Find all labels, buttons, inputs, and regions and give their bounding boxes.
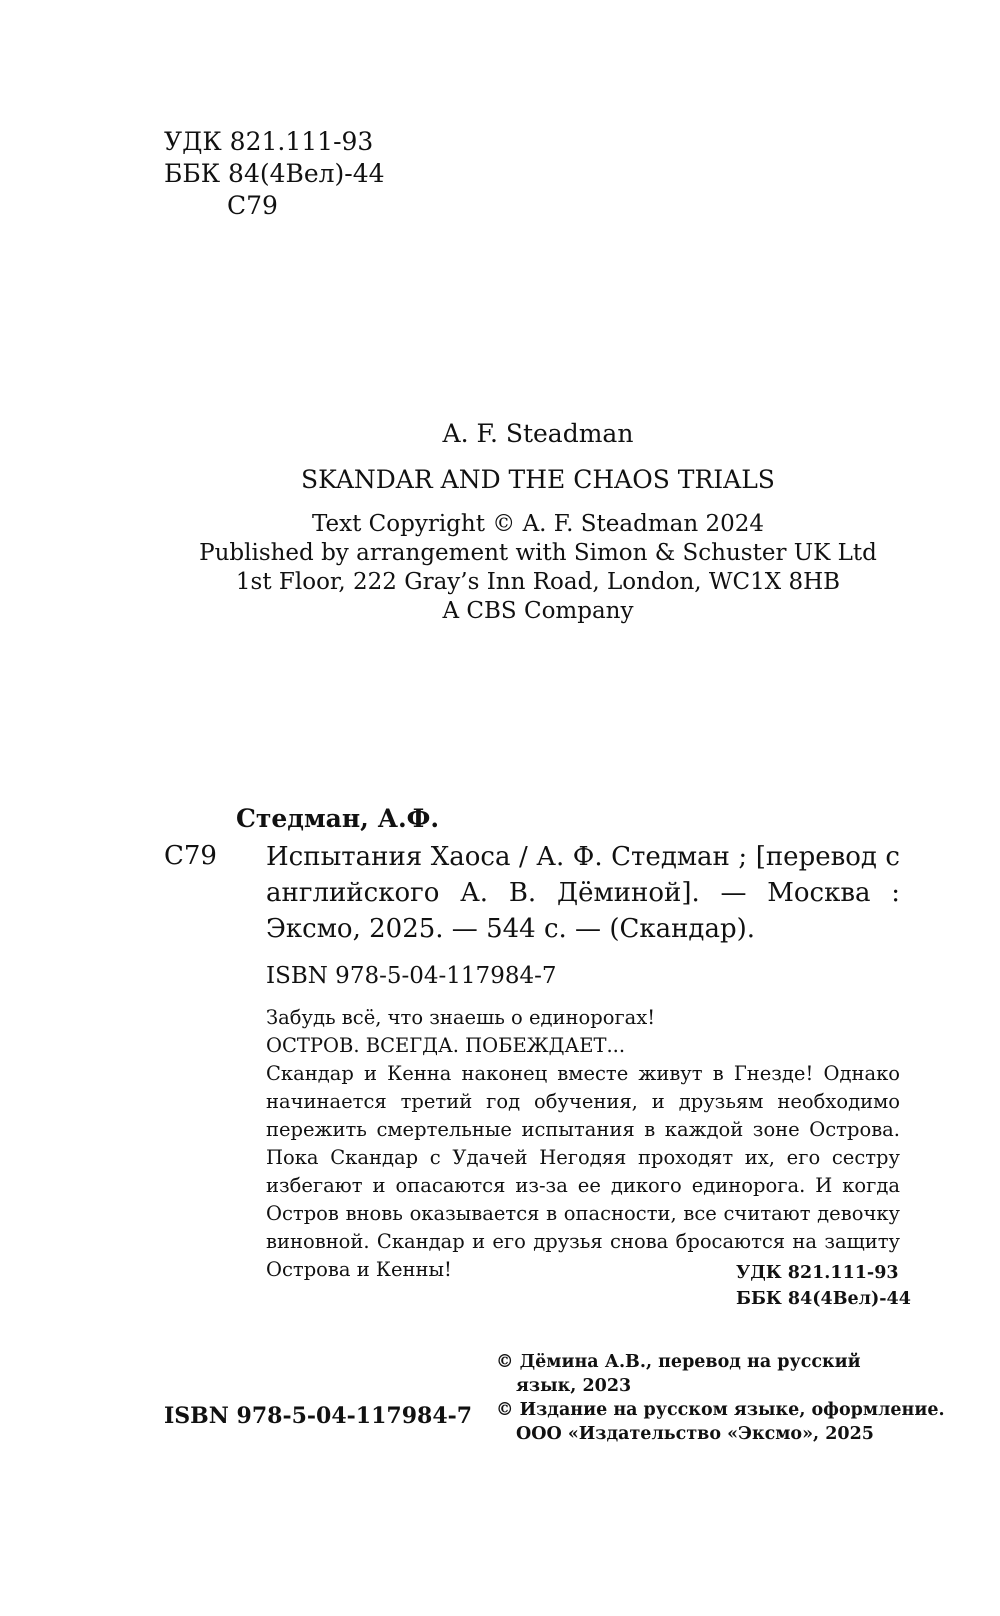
translation-copyright-cont: язык, 2023 [516, 1376, 632, 1396]
card-code: С79 [164, 841, 217, 871]
author-code: С79 [227, 191, 278, 220]
original-title: SKANDAR AND THE CHAOS TRIALS [301, 465, 775, 494]
catalog-card [236, 803, 900, 991]
annotation-text: Скандар и Кенна наконец вместе живут в Гнезде! Однако начинается третий год обучения, и друзьям необходимо пережить смертельные испытания в каждой зоне Острова. Пока Скандар с Удачей Негодяя проходят их, его сестру избегают и опасаются из-за ее дикого единорога. И когда Остров вновь оказывается в опасности, все считают девочку виновной. Скандар и его друзья снова бросаются на защиту Острова и Кенны! [266, 1062, 900, 1281]
edition-copyright-cont: ООО «Издательство «Эксмо», 2025 [516, 1424, 874, 1444]
bbk-code: ББК 84(4Вел)-44 [164, 159, 385, 188]
copyright-line: Text Copyright © A. F. Steadman 2024 [311, 511, 765, 537]
annotation [266, 1004, 900, 1284]
bottom-udk: УДК 821.111-93 [736, 1263, 899, 1283]
card-isbn: ISBN 978-5-04-117984-7 [266, 963, 557, 989]
udk-code: УДК 821.111-93 [164, 127, 374, 156]
isbn-bottom: ISBN 978-5-04-117984-7 [164, 1403, 473, 1429]
card-author-heading: Стедман, А.Ф. [236, 804, 440, 833]
original-edition-block [0, 418, 1000, 626]
bottom-bbk: ББК 84(4Вел)-44 [736, 1289, 911, 1309]
original-author: A. F. Steadman [442, 419, 634, 448]
company-line: A CBS Company [442, 598, 634, 624]
publisher-line: Published by arrangement with Simon & Schuster UK Ltd [199, 540, 877, 566]
address-line: 1st Floor, 222 Gray’s Inn Road, London, WC1X 8HB [235, 569, 841, 595]
annotation-tagline: Забудь всё, что знаешь о единорогах! [266, 1006, 656, 1029]
edition-copyright: © Издание на русском языке, оформление. [496, 1400, 945, 1420]
annotation-slogan: ОСТРОВ. ВСЕГДА. ПОБЕЖДАЕТ... [266, 1034, 626, 1057]
translation-copyright: © Дёмина А.В., перевод на русский [496, 1352, 861, 1372]
copyright-block [496, 1350, 945, 1446]
card-description: Испытания Хаоса / А. Ф. Стедман ; [перевод с английского А. В. Дёминой]. — Москва : Эксмо, 2025. — 544 с. — (Скандар). [266, 842, 900, 944]
original-copyright-lines [0, 510, 1000, 626]
bottom-classification [736, 1260, 911, 1312]
classification-block [164, 126, 385, 222]
